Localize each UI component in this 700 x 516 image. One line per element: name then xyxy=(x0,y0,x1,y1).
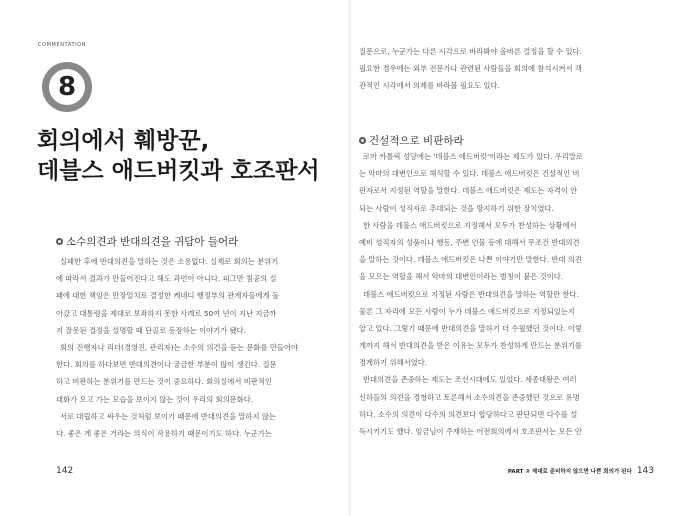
text-line: 되는 사람이 성직자로 추대되는 것을 방지하기 위한 장치였다. xyxy=(359,203,554,213)
text-line: 을 모으는 역할을 해서 악마의 대변인이라는 별칭이 붙은 것이다. xyxy=(359,272,564,282)
body-paragraphs xyxy=(359,148,671,440)
text-line: 판자로서 지정된 역할을 말한다. 데블스 애드버킷은 제도는 자격이 안 xyxy=(359,186,578,196)
text-line: 다. 좋은 게 좋은 거라는 의식이 작용하기 때문이기도 하다. 누군가는 xyxy=(56,428,272,438)
text-line: 경계하기 위해서였다. xyxy=(359,358,428,368)
text-line: 서로 대립하고 싸우는 것처럼 보이기 때문에 반대의견을 말하지 않는 xyxy=(60,411,276,421)
text-line: 득시키기도 했다. 임금님이 주재하는 어전회의에서 호조판서는 모든 안 xyxy=(359,427,582,436)
subheading-text: 소수의견과 반대의견을 귀담아 들어라 xyxy=(66,236,239,248)
section-subheading xyxy=(56,234,238,249)
text-line: 는 악마의 대변인으로 해석할 수 있다. 데블스 애드버킷은 건설적인 비 xyxy=(359,169,580,179)
text-line: 데블스 애드버킷으로 지정된 사람은 반대의견을 말하는 역할만 한다. xyxy=(363,289,579,299)
bullet-circle-icon xyxy=(56,238,63,245)
section-label: COMMENTATION xyxy=(38,42,87,48)
text-line: 패에 대한 책임은 만장일치로 결정한 케네디 행정부의 관계자들에게 돌 xyxy=(56,291,279,301)
page-number: 143 xyxy=(636,466,654,476)
bullet-circle-icon xyxy=(359,137,366,144)
title-line: 데블스 애드버킷과 호조판서 xyxy=(37,158,320,184)
section-subheading xyxy=(359,133,464,148)
text-line: 회의 진행자나 리더(경영진, 관리자)는 소수의 의견을 듣는 문화를 만들어야 xyxy=(60,342,299,352)
page-number: 142 xyxy=(56,466,74,476)
part-title: PART ② 제대로 준비하지 않으면 나쁜 회의가 된다 xyxy=(507,469,632,475)
running-footer xyxy=(508,466,654,476)
chapter-title xyxy=(37,126,327,186)
text-line: 한 사람을 데블스 애드버킷으로 지정해서 모두가 찬성하는 상황에서 xyxy=(363,220,577,230)
text-line: 신하들의 의견을 경청하고 토론해서 소수의견을 존중했던 것으로 유명 xyxy=(359,392,580,402)
left-page xyxy=(0,0,349,516)
text-line: 지 잘못된 결정을 설명할 때 단골로 등장하는 이야기가 됐다. xyxy=(56,325,247,335)
chapter-number: 8 xyxy=(49,69,85,105)
text-line: 을 말하는 것이다. 데블스 애드버킷은 나쁜 이야기만 말한다. 반대 의견 xyxy=(359,255,582,265)
text-line: 반대의견을 존중하는 제도는 조선시대에도 있었다. 세종대왕은 여러 xyxy=(363,375,577,385)
text-line: 알고 있다. 그렇기 때문에 반대의견을 말하기 더 수월했던 것이다. 이렇 xyxy=(359,323,582,333)
text-line: 필요한 경우에는 외부 전문가나 관련된 사람들을 회의에 참석시켜서 객 xyxy=(359,64,582,74)
text-line: 게까지 해서 반대의견을 받은 이유는 모두가 찬성하게 만드는 분위기를 xyxy=(359,341,582,351)
subheading-text: 건설적으로 비판하라 xyxy=(369,135,464,147)
text-line: 실패한 후에 반대의견을 말하는 것은 소용없다. 실제로 회의는 분위기 xyxy=(60,257,279,266)
text-line: 질문으로, 누군가는 다른 시각으로 바라봐야 올바른 결정을 할 수 있다. xyxy=(359,47,582,56)
text-line: 하고 비판하는 분위기를 만드는 것이 중요하다. 회의실에서 비판적인 xyxy=(56,377,272,387)
text-line: 아갔고 대통령을 제대로 보좌하지 못한 사례로 50여 년이 지난 지금까 xyxy=(56,308,277,318)
chapter-number-badge xyxy=(42,62,92,112)
text-line: 예비 성직자의 성품이나 행동, 주변 인물 등에 대해서 무조건 반대의견 xyxy=(359,237,580,247)
text-line: 하다. 소수의 의견이 다수의 의견보다 합당하다고 판단되면 다수를 설 xyxy=(359,409,578,419)
title-line: 회의에서 훼방꾼, xyxy=(37,128,210,154)
text-line: 물론 그 자리에 모든 사람이 누가 데블스 애드버킷으로 지정되었는지 xyxy=(359,306,575,316)
text-line: 로마 카톨릭 성당에는 '데블스 애드버킷'이라는 제도가 있다. 우리말로 xyxy=(363,152,583,161)
text-line: 한다. 회의를 하다보면 반대의견이나 궁금한 부분이 많이 생긴다. 질문 xyxy=(56,360,277,370)
text-line: 관적인 시각에서 의제를 바라볼 필요도 있다. xyxy=(359,81,500,91)
continued-paragraph xyxy=(359,43,671,95)
body-paragraphs xyxy=(56,253,332,442)
right-page xyxy=(351,0,700,516)
text-line: 대화가 오고 가는 모습을 보이지 않는 것이 우리의 회의문화다. xyxy=(56,394,254,404)
text-line: 에 따라서 결과가 만들어진다고 해도 과언이 아니다. 피그만 침공의 실 xyxy=(56,274,277,284)
